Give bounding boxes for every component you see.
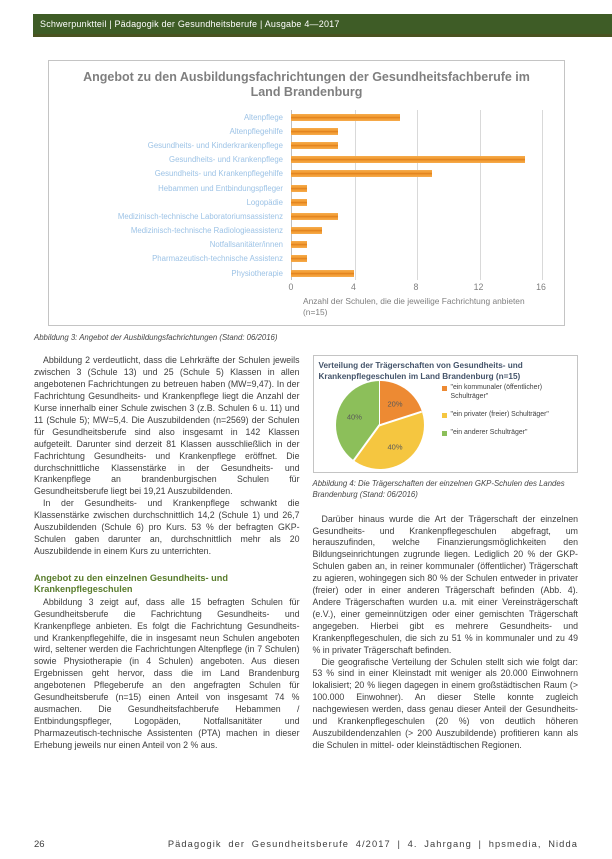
bar-category-label: Gesundheits- und Krankenpflegehilfe [154,169,283,179]
bar-row [49,124,564,138]
x-axis [288,280,546,293]
legend-item [442,384,572,402]
x-tick-label: 16 [536,282,546,293]
bar-row [49,209,564,223]
x-tick-label: 4 [351,282,356,293]
bar [291,213,338,220]
bar-row [49,181,564,195]
pie-divider [353,425,380,461]
bar-track [291,142,541,149]
bar [291,114,400,121]
bar-plot-area [49,110,564,280]
bar-category-label: Altenpflege [243,112,283,122]
bar-row [49,195,564,209]
pie-slice-label: 40% [387,442,403,452]
bar-track [291,114,541,121]
pie-chart-title: Verteilung der Trägerschaften von Gesundheits- und Krankenpflegeschulen im Land Brandenburg (n=15) [318,361,523,382]
legend-swatch [442,386,447,391]
header-bar [33,14,612,37]
bar-category-label: Gesundheits- und Kinderkrankenpflege [147,140,283,150]
bar-track [291,270,541,277]
bar [291,255,307,262]
figure-caption: Abbildung 3: Angebot der Ausbildungsfachrichtungen (Stand: 06/2016) [34,333,278,343]
page-content [34,60,578,752]
bar-rows [49,110,564,280]
bar-track [291,227,541,234]
bar [291,227,322,234]
bar [291,128,338,135]
bar [291,241,307,248]
bar-track [291,241,541,248]
bar-row [49,167,564,181]
bar [291,156,525,163]
bar-track [291,213,541,220]
figure-caption: Abbildung 4: Die Trägerschaften der einzelnen GKP-Schulen des Landes Brandenburg (Stand: 06/2016) [312,479,565,499]
legend-label: "ein anderer Schulträger" [450,429,528,437]
body-paragraph: Die geografische Verteilung der Schulen stellt sich wie folgt dar: 53 % sind in einer Kleinstadt mit weniger als 20.000 Einwohnern lokalisiert; 20 % liegen dagegen in einem großstädtischen Raum (> 100.000 Einwohner). An dieser Stelle konnte zugleich nachgewiesen werden, dass genau dieser Anteil der Gesundheits- und Krankenpflegeschulen (20 %) von deutlich höheren Auszubildendenzahlen (> 200 Auszubildende) profitieren kann als die Schulen in mittel- oder kleinstädtischen Regionen. [312,656,578,750]
legend-swatch [442,431,447,436]
x-tick-label: 8 [413,282,419,293]
bar [291,270,354,277]
page-footer [34,839,578,850]
pie-slice-label: 40% [346,412,362,422]
left-column [34,355,300,751]
bar-category-label: Physiotherapie [231,268,283,278]
pie-legend [442,384,572,438]
journal-line: Pädagogik der Gesundheitsberufe 4/2017 | 4. Jahrgang | hpsmedia, Nidda [167,839,578,849]
bar-category-label: Gesundheits- und Krankenpflege [169,155,283,165]
bar [291,142,338,149]
bar-category-label: Hebammen und Entbindungspfleger [158,183,283,193]
bar-track [291,185,541,192]
bar-chart [48,60,565,326]
pie-chart [313,355,579,473]
body-paragraph: Darüber hinaus wurde die Art der Trägerschaft der einzelnen Gesundheits- und Krankenpflegeschulen abgefragt, um herauszufinden, welche Finanzierungsmöglichkeiten den Bildungseinrichtungen zugrunde liegen. Lediglich 20 % der GKP-Schulen gaben an, in reiner kommunaler (öffentlicher) Trägerschaft zu agieren, wohingegen sich 80 % der Schulen entweder in privater (freier) oder in einer anderen Trägerschaft befinden (Abb. 4). Andere Trägerschaften wurden u.a. mit einer Vereinsträgerschaft (e.V.), einer gemeinnützigen oder einer gemischten Trägerschaft angegeben. Hierbei gibt es mehrere Gesundheits- und Krankenpflegeschulen, die sich zu 51 % in kommunaler und zu 49 % in privater Trägerschaft befinden. [312,513,578,655]
bar-row [49,110,564,124]
bar-category-label: Notfallsanitäter/innen [209,240,283,250]
bar-row [49,224,564,238]
bar-category-label: Altenpflegehilfe [229,126,283,136]
pie-graphic [336,381,424,469]
bar-row [49,252,564,266]
bar-row [49,153,564,167]
bar-row [49,266,564,280]
x-tick-label: 12 [473,282,484,293]
right-column [313,355,579,751]
bar-category-label: Medizinisch-technische Laboratoriumsassistenz [117,211,283,221]
bar-category-label: Pharmazeutisch-technische Assistenz [152,254,283,264]
bar-track [291,156,541,163]
header-text: Schwerpunktteil | Pädagogik der Gesundheitsberufe | Ausgabe 4—2017 [40,19,340,29]
bar-track [291,255,541,262]
bar-track [291,128,541,135]
x-axis-label: Anzahl der Schulen, die die jeweilige Fachrichtung anbieten (n=15) [303,296,525,317]
bar-chart-title: Angebot zu den Ausbildungsfachrichtungen der Gesundheitsfachberufe im Land Brandenburg [83,70,530,99]
pie-divider [379,381,381,425]
legend-item [442,429,572,438]
bar-track [291,199,541,206]
legend-swatch [442,413,447,418]
legend-label: "ein privater (freier) Schulträger" [450,411,549,419]
body-paragraph: In der Gesundheits- und Krankenpflege schwankt die Klassenstärke zwischen durchschnittlich 14,2 (Schule 1) und 26,7 Auszubildenden (Schule 6) pro Kurs. 53 % der befragten GKP-Schulen gaben darunter an, durchschnittlich mehr als 20 Auszubildende in einem Kurs zu unterrichten. [34,498,300,556]
pie-divider [379,411,421,426]
legend-item [442,411,572,420]
body-paragraph: Abbildung 2 verdeutlicht, dass die Lehrkräfte der Schulen jeweils zwischen 3 (Schule 13) und 25 (Schule 5) Klassen in allen angebotenen Fachrichtungen zu betreuen haben (MW=9,47). In der Fachrichtung Gesundheits- und Krankenpflege liegt die Anzahl der Kurse innerhalb einer Schule zwischen 3 (z.B. Schulen 6 u. 11) und 11 (Schule 5); MW=5,4. Die Auszubildenden (n=2569) der Schulen für Gesundheitsberufe sind also insgesamt in 142 Klassen aufgeteilt. Darunter sind derzeit 81 Klassen ausschließlich in der Fachrichtung Gesundheits- und Krankenpflege eröffnet. Die durchschnittliche Klassenstärke in der Gesundheits- und Krankenpflege an brandenburgischen Schulen für Gesundheitsberufe liegt bei 19,21 Auszubildenden. [34,355,300,497]
bar [291,199,307,206]
x-tick-label: 0 [288,282,294,293]
bar [291,170,432,177]
section-heading: Angebot zu den einzelnen Gesundheits- und Krankenpflegeschulen [34,572,228,595]
text-columns [34,355,578,751]
legend-label: "ein kommunaler (öffentlicher) Schulträger" [450,384,543,401]
bar-track [291,170,541,177]
pie-slice-label: 20% [387,399,403,409]
bar-row [49,238,564,252]
bar-row [49,138,564,152]
body-paragraph: Abbildung 3 zeigt auf, dass alle 15 befragten Schulen für Gesundheitsberufe die Fachrichtung Gesundheits- und Krankenpflege anbieten. Es folgt die Fachrichtung Gesundheits- und Krankenpflegehilfe, die in insgesamt neun Schulen angeboten wird, seltener werden die Fachrichtungen Altenpflege (in 7 Schulen) sowie Physiotherapie (in 4 Schulen) angeboten. Aus diesen Ergebnissen geht hervor, dass die im Land Brandenburg angebotenen Pflegeberufe an den angefragten Schulen für Gesundheitsberufe (n=15) einen Anteil von insgesamt 74 % ausmachen. Die Gesundheitsfachberufe Hebammen / Entbindungspfleger, Logopäden, Notfallsanitäter und Pharmazeutisch-technische Assistenten (PTA) machen in dieser Erhebung jeweils nur einen Anteil von 2 % aus. [34,596,300,750]
bar-category-label: Medizinisch-technische Radiologieassistenz [130,226,283,236]
bar-category-label: Logopädie [246,197,283,207]
bar [291,185,307,192]
page-number: 26 [34,839,45,850]
